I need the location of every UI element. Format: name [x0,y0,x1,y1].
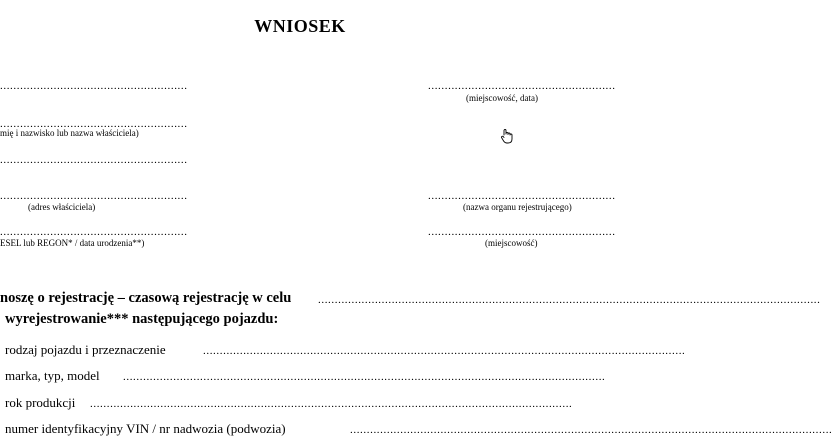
request-line-1: noszę o rejestrację – czasową rejestrację w celu [0,290,292,306]
vehicle-type-label: rodzaj pojazdu i przeznaczenie [5,342,166,357]
place-date-line: ........................................................ [428,80,616,92]
vehicle-type-line: ................................................................................................................................................ [203,345,686,357]
owner-address-caption: (adres właściciela) [28,202,96,212]
hand-pointer-icon-svg [500,128,514,144]
place-caption: (miejscowość) [485,238,538,248]
vehicle-vin-label: numer identyfikacyjny VIN / nr nadwozia (podwozia) [5,421,286,436]
place-line: ........................................................ [428,226,616,238]
vehicle-make-line: ................................................................................................................................................ [123,371,606,383]
owner-id-caption: ESEL lub REGON* / data urodzenia**) [0,238,145,248]
hand-pointer-icon [500,128,514,148]
authority-line: ........................................................ [428,190,616,202]
owner-id-line: ........................................................ [0,226,188,238]
request-purpose-line: ...................................................................................................................................................... [318,294,821,306]
request-line-2: wyrejestrowanie*** następującego pojazdu: [5,311,279,327]
owner-name-caption: mię i nazwisko lub nazwa właściciela) [0,128,139,138]
owner-line-1: ........................................................ [0,80,188,92]
owner-line-3: ........................................................ [0,154,188,166]
vehicle-make-label: marka, typ, model [5,368,100,383]
owner-name-line: ........................................................ [0,118,188,130]
place-date-caption: (miejscowość, data) [466,93,538,103]
vehicle-year-label: rok produkcji [5,395,76,410]
authority-caption: (nazwa organu rejestrującego) [463,202,572,212]
owner-address-line: ........................................................ [0,190,188,202]
vehicle-vin-line: ................................................................................................................................................ [350,424,832,436]
document-title: WNIOSEK [254,16,346,36]
vehicle-year-line: ................................................................................................................................................ [90,398,573,410]
